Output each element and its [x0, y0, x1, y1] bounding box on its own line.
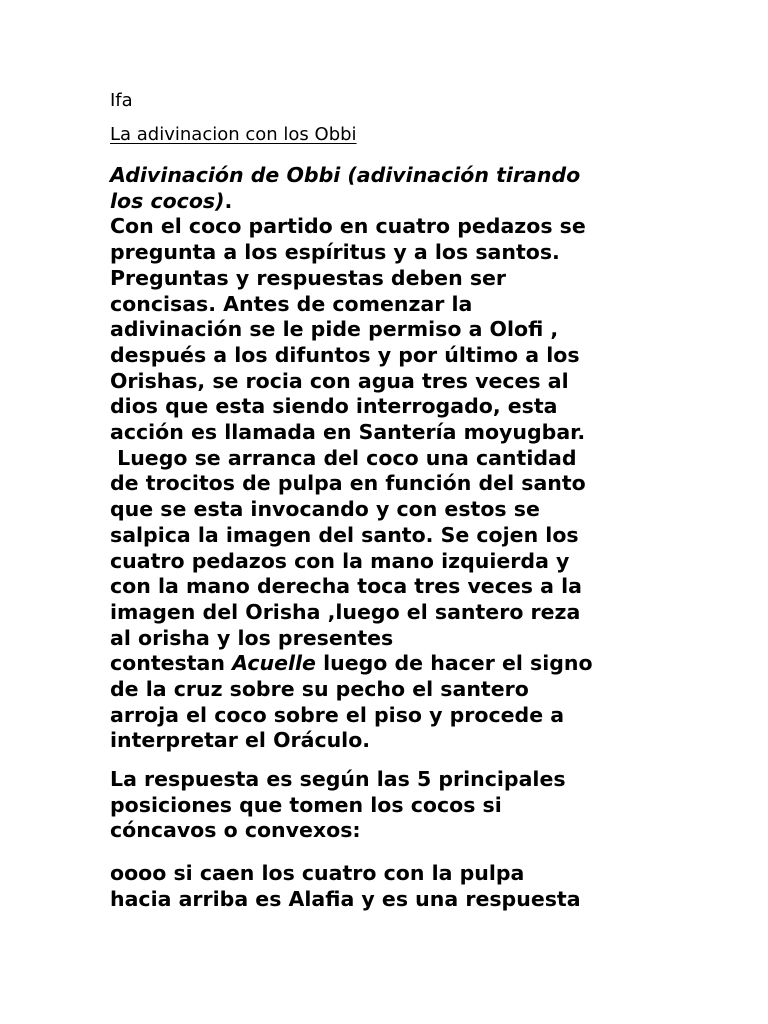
text-segment: contestan	[110, 651, 233, 676]
text-line	[110, 651, 690, 677]
document-heading: Ifa	[110, 90, 133, 111]
italic-title-end: los cocos)	[110, 188, 225, 213]
text-line: que se esta invocando y con estos se	[110, 497, 540, 522]
text-line: Orishas, se rocia con agua tres veces al	[110, 368, 569, 393]
text-line: interpretar el Oráculo.	[110, 728, 371, 753]
text-line: pregunta a los espíritus y a los santos.	[110, 240, 560, 265]
text-line: cuatro pedazos con la mano izquierda y	[110, 548, 570, 573]
text-line: arroja el coco sobre el piso y procede a	[110, 702, 565, 727]
text-line: hacia arriba es Alafia y es una respuesta	[110, 886, 581, 911]
document-subheading: La adivinacion con los Obbi	[110, 124, 357, 145]
text-line: Luego se arranca del coco una cantidad	[110, 445, 577, 470]
text-line: Preguntas y respuestas deben ser	[110, 265, 507, 290]
text-line	[110, 163, 690, 189]
period: .	[224, 188, 233, 213]
text-line: La respuesta es según las 5 principales	[110, 767, 566, 791]
text-line: adivinación se le pide permiso a Olofi ,	[110, 317, 559, 342]
text-line: salpica la imagen del santo. Se cojen los	[110, 522, 579, 547]
text-line: Con el coco partido en cuatro pedazos se	[110, 214, 586, 239]
text-line: imagen del Orisha ,luego el santero reza	[110, 599, 581, 624]
italic-title: Adivinación de Obbi (adivinación tirando	[110, 163, 581, 187]
paragraph-response	[110, 767, 690, 844]
text-line: concisas. Antes de comenzar la	[110, 291, 473, 316]
italic-word: Acuelle	[232, 651, 316, 676]
text-line: posiciones que tomen los cocos si	[110, 792, 502, 817]
text-line: después a los difuntos y por último a los	[110, 342, 580, 367]
text-line: de trocitos de pulpa en función del santo	[110, 471, 586, 496]
paragraph-intro	[110, 163, 690, 754]
text-line	[110, 189, 690, 215]
text-line: oooo si caen los cuatro con la pulpa	[110, 861, 525, 885]
text-line: acción es llamada en Santería moyugbar.	[110, 420, 586, 445]
text-line: con la mano derecha toca tres veces a la	[110, 574, 582, 599]
text-line: dios que esta siendo interrogado, esta	[110, 394, 558, 419]
text-line: cóncavos o convexos:	[110, 818, 361, 843]
text-line: al orisha y los presentes	[110, 625, 394, 650]
text-line: de la cruz sobre su pecho el santero	[110, 677, 529, 702]
paragraph-alafia	[110, 861, 690, 912]
text-segment: luego de hacer el signo	[315, 651, 593, 676]
